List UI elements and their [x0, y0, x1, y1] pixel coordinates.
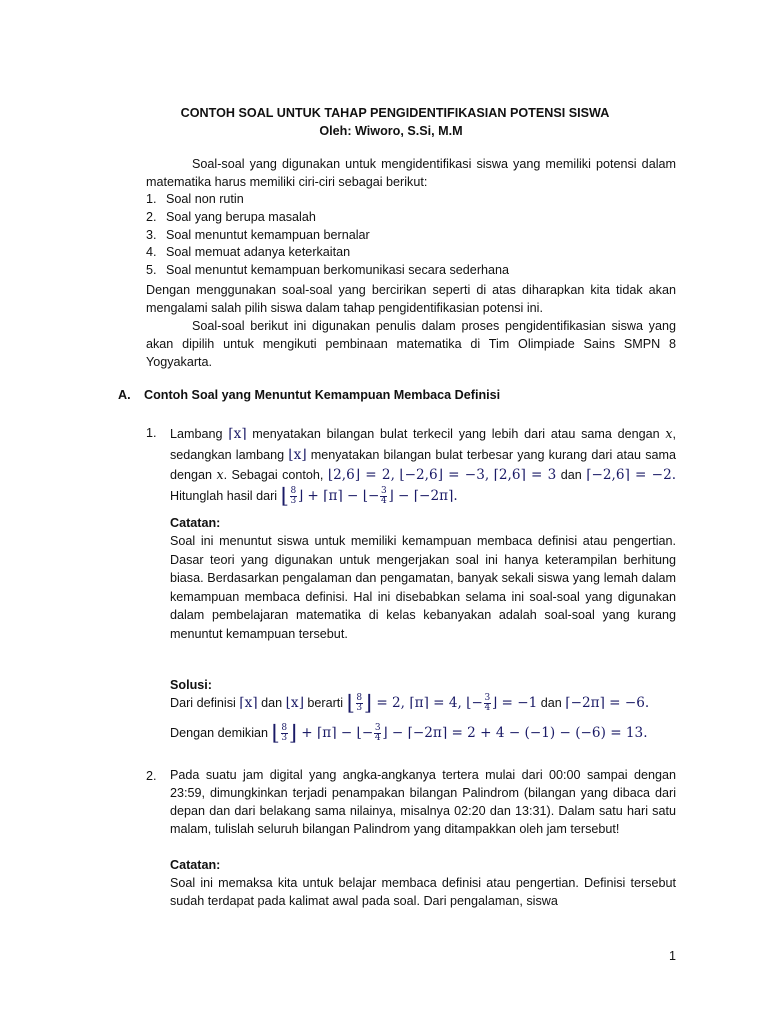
expression: ⌊ $\frac{8}{3}$ ⌋ + ⌈π⌉ − ⌊− $\frac{3}{4}$ ⌋ − ⌈−2π⌉. [280, 483, 458, 508]
question-1 [146, 424, 676, 506]
catatan-2-label: Catatan: [170, 858, 221, 872]
ceiling-symbol: ⌈x⌉ [228, 426, 247, 442]
list-item: 5. Soal menuntut kemampuan berkomunikasi secara sederhana [146, 263, 510, 278]
question-number: 2. [146, 769, 157, 783]
list-item: 2. Soal yang berupa masalah [146, 209, 316, 224]
list-item: 1. Soal non rutin [146, 192, 244, 206]
list-item: 4. Soal memuat adanya keterkaitan [146, 245, 351, 260]
author-line: Oleh: Wiworo, S.Si, M.M [319, 124, 463, 138]
document-title [0, 104, 768, 140]
solusi-line-1: Dari definisi ⌈x⌉ dan ⌊x⌋ berarti ⌊ $\frac{8}{3}$ ⌋ = 2, ⌈π⌉ = 4, ⌊− $\frac{3}{4}$ ⌋ = −1 dan ⌈−2π⌉ = −6. [170, 691, 650, 715]
page-number: 1 [669, 949, 677, 963]
catatan-2-text: Soal ini memaksa kita untuk belajar membaca definisi atau pengertian. Definisi tersebut sudah terdapat pada kalimat awal pada soal. Dari pengalaman, siswa [170, 876, 676, 909]
after-criteria-paragraph: Dengan menggunakan soal-soal yang bercirikan seperti di atas diharapkan kita tidak akan mengalami salah pilih siswa dalam tahap pengidentifikasian potensi ini. [146, 283, 676, 316]
solusi-label: Solusi: [170, 678, 212, 692]
section-a-heading: A. Contoh Soal yang Menuntut Kemampuan Membaca Definisi [118, 388, 501, 402]
criteria-list [146, 191, 509, 280]
question-number: 1. [146, 426, 157, 440]
question-2 [146, 767, 676, 839]
olimpiade-paragraph: Soal-soal berikut ini digunakan penulis dalam proses pengidentifikasian siswa yang akan dipilih untuk mengikuti pembinaan matematika di Tim Olimpiade Sains SMPN 8 Yogyakarta. [146, 319, 676, 370]
intro-paragraph: Soal-soal yang digunakan untuk mengidentifikasi siswa yang memiliki potensi dalam matematika harus memiliki ciri-ciri sebagai berikut: [146, 157, 676, 190]
question-body: Lambang ⌈x⌉ menyatakan bilangan bulat terkecil yang lebih dari atau sama dengan x, sedangkan lambang ⌊x⌋ menyatakan bilangan bulat terbesar yang kurang dari atau sama dengan x. Sebagai contoh, ⌊2,6⌋ = 2, ⌊−2,6⌋ = −3, ⌈2,6⌉ = 3 dan ⌈−2,6⌉ = −2. Hitunglah hasil dari ⌊ $\frac{8}{3}$ ⌋ + ⌈π⌉ − ⌊− $\frac{3}{4}$ ⌋ − ⌈−2π⌉. [170, 426, 677, 508]
solusi-line-2: Dengan demikian ⌊ $\frac{8}{3}$ ⌋ + ⌈π⌉ − ⌊− $\frac{3}{4}$ ⌋ − ⌈−2π⌉ = 2 + 4 − (−1) − (−6) = 13. [170, 721, 648, 745]
list-item: 3. Soal menuntut kemampuan bernalar [146, 227, 370, 242]
floor-symbol: ⌊x⌋ [288, 446, 307, 463]
catatan-1-text: Soal ini menuntut siswa untuk memiliki kemampuan membaca definisi atau pengertian. Dasar teori yang digunakan untuk mengerjakan soal ini hanya keterampilan berhitung biasa. Berdasarkan pengalaman dan pengamatan, banyak sekali siswa yang lemah dalam kemampuan membaca definisi. Hal ini disebabkan selama ini soal-soal yang digunakan dalam pembelajaran matematika di kelas kebanyakan adalah soal-soal yang kurang menuntut kemampuan tersebut. [170, 534, 676, 641]
catatan-1-label: Catatan: [170, 516, 221, 530]
title-line-1: CONTOH SOAL UNTUK TAHAP PENGIDENTIFIKASIAN POTENSI SISWA [180, 106, 610, 120]
question-body: Pada suatu jam digital yang angka-angkanya tertera mulai dari 00:00 sampai dengan 23:59, dimungkinkan terjadi penampakan bilangan Palindrom (bilangan yang dibaca dari depan dan dari belakang sama nilainya, misalnya 02:20 dan 13:31). Dalam satu hari satu malam, tulislah seluruh bilangan Palindrom yang ditampakkan oleh jam tersebut! [170, 768, 676, 836]
